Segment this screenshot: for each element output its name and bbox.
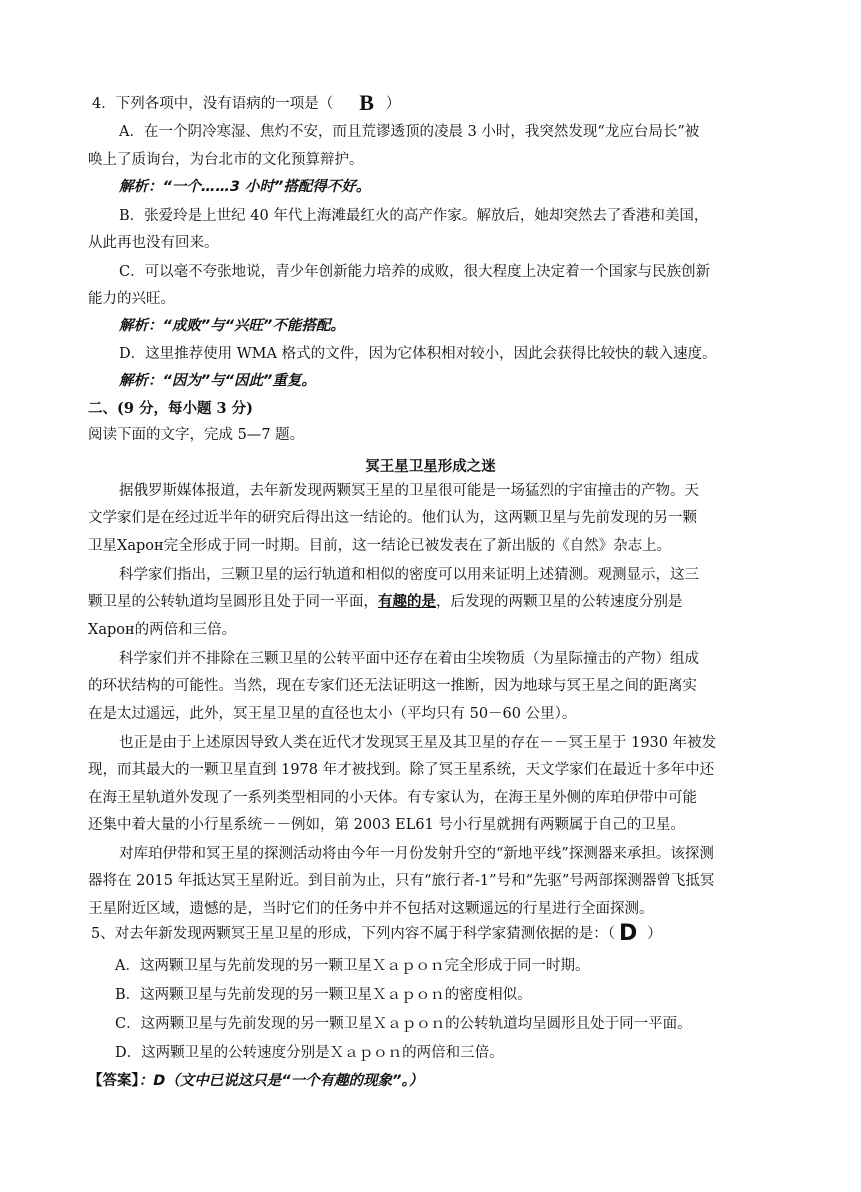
question-4-close: ）: [385, 96, 401, 112]
passage-p3-line1: 科学家们并不排除在三颗卫星的公转平面中还存在着由尘埃物质（为星际撞击的产物）组成: [119, 651, 699, 667]
passage-p4-line1: 也正是由于上述原因导致人类在近代才发现冥王星及其卫星的存在－－冥王星于 1930 年被发: [119, 735, 717, 751]
passage-p2-line2-pre: 颗卫星的公转轨道均呈圆形且处于同一平面，: [88, 594, 378, 610]
option-b-line2: 从此再也没有回来。: [88, 235, 219, 251]
option-c-line1: C．可以毫不夸张地说，青少年创新能力培养的成败，很大程度上决定着一个国家与民族创新: [119, 264, 711, 280]
answer-explanation: ：D（文中已说这只是“一个有趣的现象”。）: [138, 1073, 424, 1089]
question-5-option-b: B．这两颗卫星与先前发现的另一颗卫星Ｘａｐｏｎ的密度相似。: [115, 987, 532, 1003]
option-b-line1: B．张爱玲是上世纪 40 年代上海滩最红火的高产作家。解放后，她却突然去了香港和美国，: [119, 208, 709, 224]
question-4-stem: [92, 90, 401, 115]
question-5-option-a: A．这两颗卫星与先前发现的另一颗卫星Ｘａｐｏｎ完全形成于同一时期。: [115, 958, 590, 974]
passage-p5-line2: 器将在 2015 年抵达冥王星附近。到目前为止，只有“旅行者-1”号和“先驱”号两部探测器曾飞抵冥: [88, 873, 715, 889]
passage-p1-line2: 文学家们是在经过近半年的研究后得出这一结论的。他们认为，这两颗卫星与先前发现的另一颗: [88, 510, 697, 526]
question-5-text: 5、对去年新发现两颗冥王星卫星的形成，下列内容不属于科学家猜测依据的是：（: [91, 926, 615, 942]
option-a-analysis: 解析：“一个……3 小时”搭配得不好。: [119, 179, 371, 195]
question-5-stem: [91, 921, 662, 946]
passage-p5-line1: 对库珀伊带和冥王星的探测活动将由今年一月份发射升空的“新地平线”探测器来承担。该探测: [119, 846, 714, 862]
passage-p1-line1: 据俄罗斯媒体报道，去年新发现两颗冥王星的卫星很可能是一场猛烈的宇宙撞击的产物。天: [119, 483, 699, 499]
question-5-option-d: D．这两颗卫星的公转速度分别是Ｘａｐｏｎ的两倍和三倍。: [115, 1045, 504, 1061]
passage-underlined-phrase: 有趣的是: [378, 593, 436, 610]
passage-p4-line4: 还集中着大量的小行星系统－－例如，第 2003 EL61 号小行星就拥有两颗属于自己的卫星。: [88, 817, 685, 833]
question-5-option-c: C．这两颗卫星与先前发现的另一颗卫星Ｘａｐｏｎ的公转轨道均呈圆形且处于同一平面。: [115, 1016, 692, 1032]
passage-p2-line3: Харон的两倍和三倍。: [88, 622, 237, 638]
option-c-analysis: 解析：“成败”与“兴旺”不能搭配。: [119, 318, 345, 334]
passage-p3-line3: 在是太过遥远，此外，冥王星卫星的直径也太小（平均只有 50－60 公里）。: [88, 706, 577, 722]
passage-p4-line2: 现，而其最大的一颗卫星直到 1978 年才被找到。除了冥王星系统，天文学家们在最近十多年中还: [88, 762, 715, 778]
passage-title: 冥王星卫星形成之迷: [365, 458, 496, 475]
passage-p4-line3: 在海王星轨道外发现了一系列类型相同的小天体。有专家认为，在海王星外侧的库珀伊带中可能: [88, 790, 697, 806]
passage-p5-line3: 王星附近区域，遗憾的是，当时它们的任务中并不包括对这颗遥远的行星进行全面探测。: [88, 901, 654, 917]
passage-p2-line1: 科学家们指出，三颗卫星的运行轨道和相似的密度可以用来证明上述猜测。观测显示，这三: [119, 567, 699, 583]
section-2-heading: 二、(9 分，每小题 3 分): [88, 400, 254, 417]
question-5-close: ）: [647, 926, 662, 942]
passage-p1-line3: 卫星Харон完全形成于同一时期。目前，这一结论已被发表在了新出版的《自然》杂志上。: [88, 538, 672, 554]
option-d-line1: D．这里推荐使用 WMA 格式的文件，因为它体积相对较小，因此会获得比较快的载入速度。: [119, 346, 717, 362]
passage-p2-line2: [88, 592, 683, 612]
question-5-answer-line: [88, 1071, 423, 1091]
answer-label: 【答案】: [88, 1072, 139, 1089]
section-2-instruction: 阅读下面的文字，完成 5—7 题。: [88, 427, 305, 443]
option-a-line1: A．在一个阴冷寒湿、焦灼不安，而且荒谬透顶的凌晨 3 小时，我突然发现“龙应台局长”被: [119, 124, 700, 140]
passage-p2-line2-post: ，后发现的两颗卫星的公转速度分别是: [436, 594, 683, 610]
option-c-line2: 能力的兴旺。: [88, 291, 175, 307]
option-a-line2: 唤上了质询台，为台北市的文化预算辩护。: [88, 152, 364, 168]
question-4-text: 4．下列各项中，没有语病的一项是（: [92, 96, 334, 112]
question-4-answer: B: [359, 90, 374, 115]
passage-p3-line2: 的环状结构的可能性。当然，现在专家们还无法证明这一推断，因为地球与冥王星之间的距离实: [88, 678, 697, 694]
option-d-analysis: 解析：“因为”与“因此”重复。: [119, 373, 316, 389]
question-5-answer: D: [618, 921, 638, 946]
